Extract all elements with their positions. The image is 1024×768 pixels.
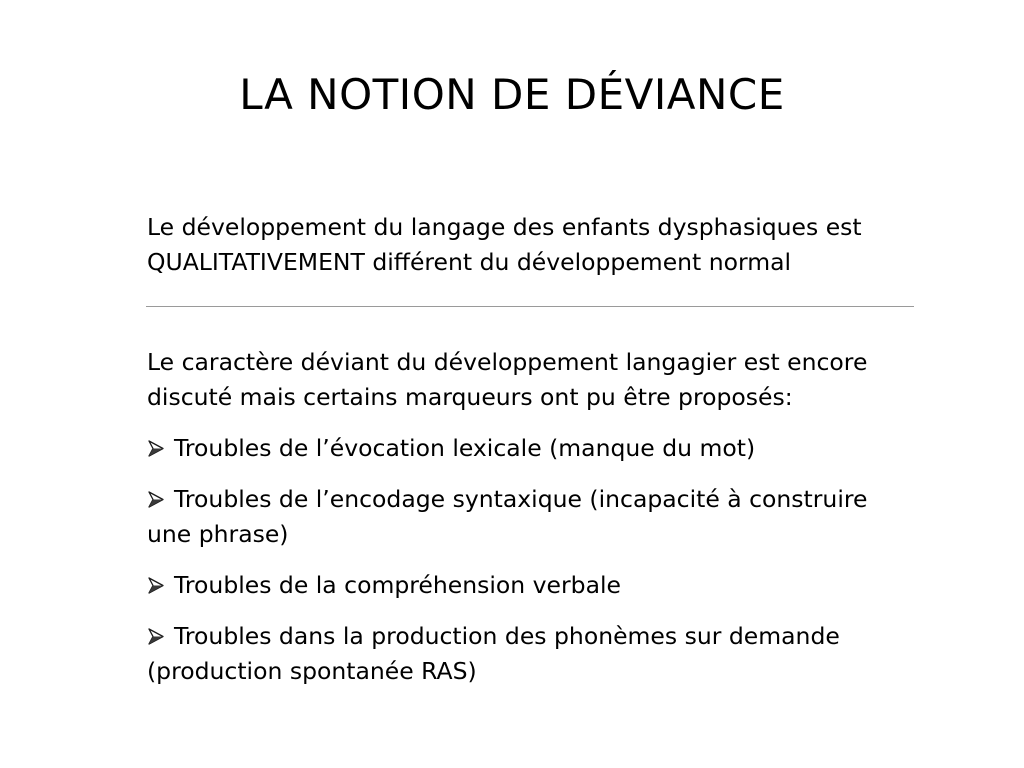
list-item-text: Troubles de l’évocation lexicale (manque du mot) xyxy=(174,434,756,462)
arrow-bullet-icon xyxy=(147,432,166,467)
intro-line-2: QUALITATIVEMENT différent du développement normal xyxy=(147,248,792,276)
arrow-bullet-icon xyxy=(147,483,166,518)
list-item xyxy=(147,482,977,552)
list-item-text: Troubles dans la production des phonèmes sur demande xyxy=(174,622,840,650)
list-item xyxy=(147,568,977,603)
slide-title: LA NOTION DE DÉVIANCE xyxy=(239,70,785,119)
divider-line xyxy=(146,306,914,307)
body-paragraph xyxy=(147,345,977,415)
list-item-text-continued: une phrase) xyxy=(147,520,289,548)
marker-list xyxy=(147,431,977,689)
arrow-bullet-icon xyxy=(147,620,166,655)
list-item-text-continued: (production spontanée RAS) xyxy=(147,657,477,685)
list-item-text: Troubles de l’encodage syntaxique (incapacité à construire xyxy=(174,485,868,513)
body-line-2: discuté mais certains marqueurs ont pu être proposés: xyxy=(147,383,793,411)
list-item xyxy=(147,431,977,466)
intro-paragraph xyxy=(147,210,967,280)
body-section xyxy=(147,345,977,689)
list-item xyxy=(147,619,977,689)
arrow-bullet-icon xyxy=(147,569,166,604)
list-item-text: Troubles de la compréhension verbale xyxy=(174,571,621,599)
intro-line-1: Le développement du langage des enfants dysphasiques est xyxy=(147,213,862,241)
body-line-1: Le caractère déviant du développement langagier est encore xyxy=(147,348,868,376)
